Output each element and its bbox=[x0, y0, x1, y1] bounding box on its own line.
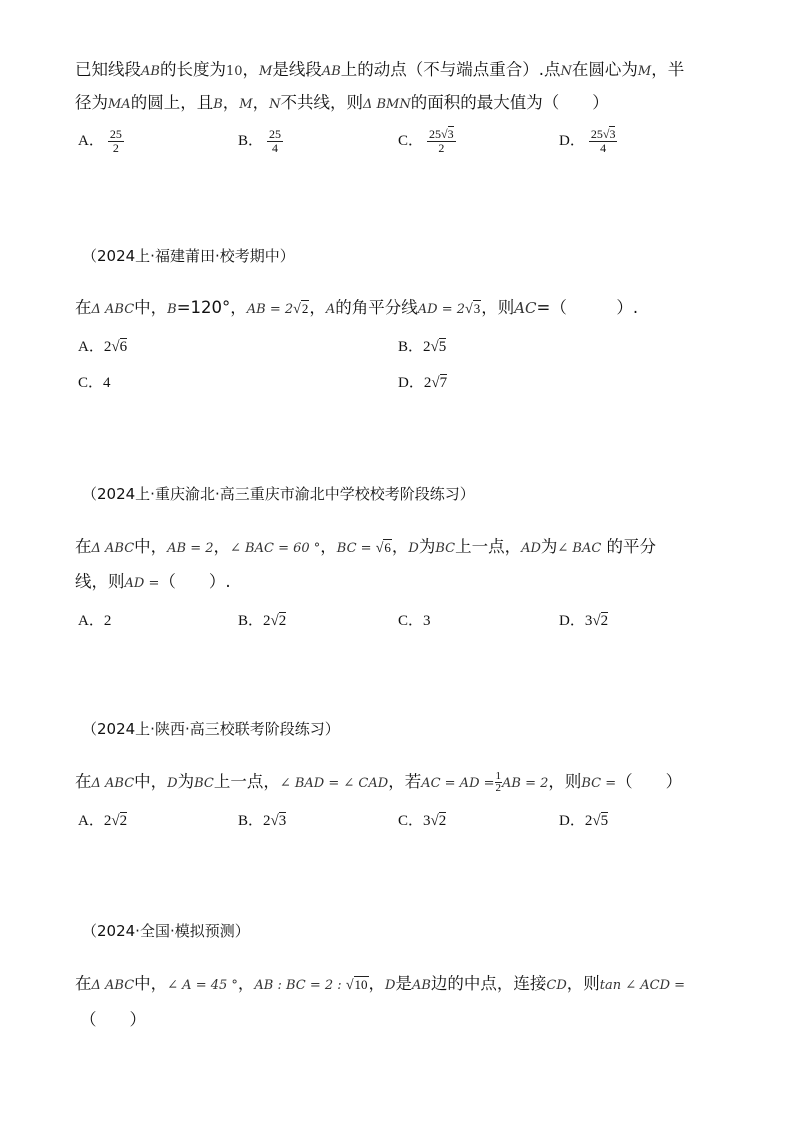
text: 已知线段 bbox=[75, 60, 141, 79]
option-letter: B． bbox=[398, 339, 424, 355]
text: 是 bbox=[395, 974, 412, 993]
math: AB = 2 bbox=[502, 776, 549, 791]
math: N bbox=[269, 97, 281, 112]
q1-option-d[interactable] bbox=[559, 128, 617, 155]
q4-option-b[interactable] bbox=[238, 809, 286, 830]
math: Δ ABC bbox=[91, 302, 135, 317]
q4-option-d[interactable] bbox=[559, 809, 608, 830]
text: ，则 bbox=[566, 974, 600, 993]
text: 不共线，则 bbox=[280, 93, 363, 112]
radical-sign: √ bbox=[293, 302, 301, 317]
radical-sign: √ bbox=[431, 375, 440, 391]
math: 10 bbox=[225, 64, 243, 79]
text: 为 bbox=[177, 772, 195, 791]
radical-sign: √ bbox=[602, 127, 610, 141]
radicand: 6 bbox=[119, 339, 128, 355]
q3-option-c[interactable] bbox=[398, 609, 431, 630]
text: 的长度为 bbox=[159, 60, 226, 79]
sqrt bbox=[346, 973, 369, 997]
coefficient: 2 bbox=[263, 613, 271, 629]
text: 在 bbox=[75, 537, 92, 556]
denominator: 2 bbox=[112, 141, 119, 155]
math: AB bbox=[141, 64, 160, 79]
text: ， bbox=[252, 93, 270, 112]
text: ， bbox=[222, 93, 240, 112]
radical-sign: √ bbox=[270, 613, 279, 629]
text: 线，则 bbox=[75, 572, 125, 591]
answer-blank: （ ） bbox=[80, 1010, 146, 1029]
radical-sign: √ bbox=[592, 813, 601, 829]
radicand: 3 bbox=[609, 127, 616, 141]
radical-sign: √ bbox=[111, 339, 120, 355]
math: AB bbox=[411, 978, 431, 993]
q4-option-c[interactable] bbox=[398, 809, 446, 830]
sqrt bbox=[376, 536, 392, 560]
radicand: 2 bbox=[438, 813, 447, 829]
option-letter: B． bbox=[238, 132, 264, 149]
q4-option-a[interactable] bbox=[78, 809, 127, 830]
option-letter: C． bbox=[398, 132, 424, 149]
q1-stem-line1 bbox=[75, 59, 684, 83]
text: 边的中点，连接 bbox=[430, 974, 547, 993]
text: 上一点， bbox=[455, 537, 522, 556]
numerator: 25 bbox=[109, 127, 122, 141]
text: 中， bbox=[134, 974, 168, 993]
text: 在 bbox=[75, 298, 92, 317]
q5-stem-line2 bbox=[80, 1009, 146, 1031]
radicand: 3 bbox=[473, 301, 481, 316]
text: ，则 bbox=[548, 772, 582, 791]
coefficient: 2 bbox=[103, 339, 112, 355]
math: CD bbox=[546, 978, 567, 993]
fraction bbox=[108, 128, 124, 155]
radical-sign: √ bbox=[430, 339, 439, 355]
math: D bbox=[167, 776, 178, 791]
text: ，若 bbox=[388, 772, 422, 791]
text: =（ ）. bbox=[536, 298, 639, 317]
math: AC bbox=[514, 299, 537, 317]
radical-sign: √ bbox=[375, 541, 384, 556]
option-letter: C． bbox=[398, 813, 424, 829]
q1-stem-line2 bbox=[75, 92, 609, 116]
math: AC = AD = bbox=[421, 776, 495, 791]
option-letter: A． bbox=[78, 613, 104, 629]
math: ∠ A = 45 ° bbox=[167, 978, 238, 993]
q3-option-b[interactable] bbox=[238, 609, 286, 630]
denominator: 2 bbox=[438, 141, 445, 155]
q2-source: （2024上·福建莆田·校考期中） bbox=[82, 247, 295, 265]
value: 3 bbox=[423, 613, 431, 629]
q1-option-b[interactable] bbox=[238, 128, 283, 155]
math: BC = bbox=[336, 541, 376, 556]
math: N bbox=[560, 64, 572, 79]
coefficient: 3 bbox=[584, 613, 593, 629]
math: Δ BMN bbox=[362, 97, 411, 112]
text: 的面积的最大值为（ ） bbox=[410, 93, 609, 112]
radical-sign: √ bbox=[111, 813, 120, 829]
math: M bbox=[259, 64, 273, 79]
numerator-value: 25 bbox=[429, 127, 442, 141]
option-letter: B． bbox=[238, 613, 264, 629]
option-letter: B． bbox=[238, 813, 264, 829]
text: 中， bbox=[134, 772, 168, 791]
math: MA bbox=[108, 97, 131, 112]
coefficient: 2 bbox=[423, 375, 432, 391]
q3-option-d[interactable] bbox=[559, 609, 608, 630]
coefficient: 2 bbox=[584, 813, 593, 829]
radicand: 2 bbox=[600, 613, 609, 629]
radicand: 10 bbox=[354, 977, 368, 992]
text: 为 bbox=[540, 537, 558, 556]
option-letter: A． bbox=[78, 339, 104, 355]
math: ∠ BAC = 60 ° bbox=[230, 541, 321, 556]
math: ∠ BAD = ∠ CAD bbox=[279, 776, 389, 791]
text: （ ） bbox=[616, 772, 683, 791]
math: B bbox=[213, 97, 223, 112]
value: 2 bbox=[103, 613, 112, 629]
radicand: 3 bbox=[278, 813, 287, 829]
math: ∠ BAC bbox=[557, 541, 602, 556]
text: ， bbox=[391, 537, 409, 556]
text: ，则 bbox=[481, 298, 515, 317]
coefficient: 3 bbox=[423, 813, 431, 829]
math: AD = 2 bbox=[417, 302, 465, 317]
coefficient: 2 bbox=[103, 813, 112, 829]
math: Δ ABC bbox=[91, 978, 135, 993]
sqrt bbox=[293, 297, 309, 321]
math: D bbox=[408, 541, 419, 556]
option-letter: A． bbox=[78, 813, 104, 829]
radicand: 3 bbox=[447, 127, 454, 141]
fraction bbox=[267, 128, 283, 155]
text: 在圆心为 bbox=[571, 60, 638, 79]
option-letter: D． bbox=[559, 813, 585, 829]
option-letter: C． bbox=[398, 613, 424, 629]
text: ， bbox=[368, 974, 385, 993]
text: ， bbox=[237, 974, 255, 993]
q3-option-a[interactable] bbox=[78, 609, 111, 630]
radicand: 2 bbox=[278, 613, 287, 629]
text: 在 bbox=[75, 974, 92, 993]
radicand: 7 bbox=[439, 375, 448, 391]
math: A bbox=[325, 302, 336, 317]
radical-sign: √ bbox=[592, 613, 601, 629]
radical-sign: √ bbox=[465, 302, 473, 317]
numerator bbox=[427, 128, 456, 142]
q2-option-d[interactable] bbox=[398, 371, 447, 392]
text: ， bbox=[242, 60, 259, 79]
text: ， bbox=[213, 537, 231, 556]
numerator: 1 bbox=[495, 770, 502, 782]
radical-sign: √ bbox=[270, 813, 279, 829]
numerator bbox=[589, 128, 618, 142]
q2-option-c[interactable] bbox=[78, 371, 111, 392]
option-letter: D． bbox=[559, 132, 585, 149]
math: AB = 2 bbox=[246, 302, 294, 317]
numerator-value: 25 bbox=[590, 127, 603, 141]
math: M bbox=[239, 97, 253, 112]
math: BC bbox=[435, 541, 456, 556]
math: AB = 2 bbox=[167, 541, 214, 556]
math: AD bbox=[521, 541, 541, 556]
text: =120°， bbox=[176, 298, 247, 317]
radicand: 6 bbox=[384, 540, 391, 555]
denominator: 4 bbox=[600, 141, 607, 155]
value: 4 bbox=[103, 375, 111, 391]
math: AB : BC = 2 : bbox=[254, 978, 346, 993]
q2-option-a[interactable] bbox=[78, 335, 127, 356]
option-letter: D． bbox=[559, 613, 585, 629]
text: 中， bbox=[134, 537, 168, 556]
text: （ ）. bbox=[159, 572, 231, 591]
text: ， bbox=[320, 537, 337, 556]
math: Δ ABC bbox=[91, 541, 135, 556]
radical-sign: √ bbox=[345, 978, 354, 993]
fraction bbox=[495, 771, 503, 794]
math: D bbox=[385, 978, 396, 993]
q2-stem-line1 bbox=[75, 297, 638, 321]
option-letter: A． bbox=[78, 132, 104, 149]
text: ， bbox=[309, 298, 326, 317]
sqrt bbox=[465, 297, 481, 321]
text: 为 bbox=[418, 537, 436, 556]
coefficient: 2 bbox=[263, 813, 271, 829]
coefficient: 2 bbox=[423, 339, 431, 355]
radicand: 5 bbox=[438, 339, 447, 355]
math: Δ ABC bbox=[91, 776, 135, 791]
radical-sign: √ bbox=[441, 127, 448, 141]
denominator: 4 bbox=[272, 141, 279, 155]
q2-option-b[interactable] bbox=[398, 335, 446, 356]
q1-option-c[interactable] bbox=[398, 128, 456, 155]
radicand: 2 bbox=[119, 813, 128, 829]
text: 的平分 bbox=[601, 537, 657, 556]
numerator: 25 bbox=[269, 127, 282, 141]
text: 是线段 bbox=[272, 60, 322, 79]
math: M bbox=[637, 64, 652, 79]
radical-sign: √ bbox=[430, 813, 439, 829]
math: B bbox=[167, 302, 177, 317]
math: AB bbox=[321, 64, 341, 79]
q4-source: （2024上·陕西·高三校联考阶段练习） bbox=[82, 720, 340, 738]
q3-stem-line1 bbox=[75, 536, 656, 560]
math: AD = bbox=[124, 576, 160, 591]
option-letter: D． bbox=[398, 375, 424, 391]
text: 径为 bbox=[75, 93, 108, 112]
text: 上的动点（不与端点重合）.点 bbox=[340, 60, 561, 79]
math: BC bbox=[194, 776, 214, 791]
fraction bbox=[427, 128, 456, 155]
text: 的圆上，且 bbox=[130, 93, 214, 112]
radicand: 5 bbox=[600, 813, 609, 829]
option-letter: C． bbox=[78, 375, 104, 391]
math: BC = bbox=[581, 776, 617, 791]
denominator: 2 bbox=[495, 782, 502, 794]
q5-source: （2024·全国·模拟预测） bbox=[82, 922, 250, 940]
text: ，半 bbox=[651, 60, 685, 79]
q3-stem-line2 bbox=[75, 571, 231, 595]
fraction bbox=[589, 128, 618, 155]
q4-stem-line1 bbox=[75, 771, 682, 795]
text: 在 bbox=[75, 772, 92, 791]
text: 上一点， bbox=[213, 772, 280, 791]
q3-source: （2024上·重庆渝北·高三重庆市渝北中学校校考阶段练习） bbox=[82, 485, 475, 503]
q1-option-a[interactable] bbox=[78, 128, 124, 155]
text: 的角平分线 bbox=[335, 298, 418, 317]
math: tan ∠ ACD = bbox=[599, 978, 686, 993]
radicand: 2 bbox=[301, 301, 309, 316]
q5-stem-line1 bbox=[75, 973, 685, 997]
text: 中， bbox=[134, 298, 168, 317]
